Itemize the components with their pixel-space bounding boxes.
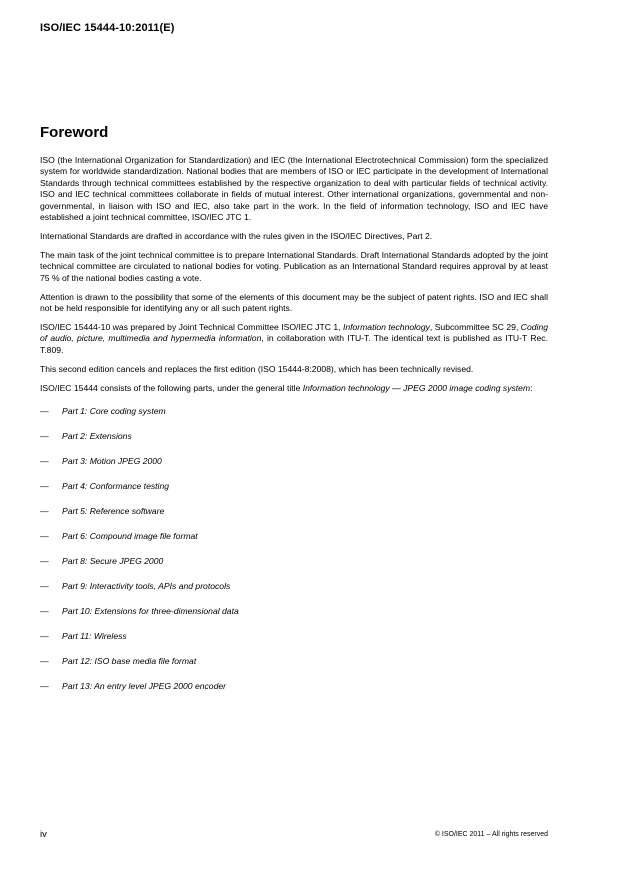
paragraph-main-task: The main task of the joint technical committee is to prepare International Standards. Draft International Standards adopted by the joint technical committee are circulated to national bodies for voting. Publication as an International Standard requires approval by at least 75 % of the national bodies casting a vote. [40,249,548,283]
part-label: Part 10: Extensions for three-dimensional data [62,605,239,616]
paragraph-directives: International Standards are drafted in accordance with the rules given in the ISO/IEC Directives, Part 2. [40,230,433,241]
paragraph-iso-iec-intro: ISO (the International Organization for Standardization) and IEC (the International Electrotechnical Commission) form the specialized system for worldwide standardization. National bodies that are members of ISO or IEC participate in the development of International Standards through technical committees established by the respective organization to deal with particular fields of technical activity. ISO and IEC technical committees collaborate in fields of mutual interest. Other international organizations, governmental and non-governmental, in liaison with ISO and IEC, also take part in the work. In the field of information technology, ISO and IEC have established a joint technical committee, ISO/IEC JTC 1. [40,155,548,223]
part-label: Part 9: Interactivity tools, APIs and protocols [62,580,231,591]
prepared-by-italic-b: Coding of audio, picture, multimedia and hypermedia information [40,321,548,344]
dash-bullet: — [40,680,49,691]
paragraph-edition: This second edition cancels and replaces the first edition (ISO 15444-8:2008), which has been technically revised. [40,363,474,374]
part-label: Part 3: Motion JPEG 2000 [62,455,162,466]
part-label: Part 5: Reference software [62,505,165,516]
list-item [40,581,548,592]
dash-bullet: — [40,505,49,516]
list-item [40,456,548,467]
part-label: Part 2: Extensions [62,430,132,441]
paragraph-parts-intro [40,383,548,394]
parts-intro-italic: Information technology — JPEG 2000 image coding system [302,382,531,393]
paragraph-patent-rights: Attention is drawn to the possibility that some of the elements of this document may be the subject of patent rights. ISO and IEC shall not be held responsible for identifying any or all such patent rights. [40,291,548,313]
copyright-notice: © ISO/IEC 2011 – All rights reserved [434,831,548,838]
dash-bullet: — [40,455,49,466]
part-label: Part 4: Conformance testing [62,480,169,491]
parts-intro-text-a: ISO/IEC 15444 consists of the following parts, under the general title [40,382,303,393]
prepared-by-italic-a: Information technology [342,321,430,332]
dash-bullet: — [40,580,49,591]
list-item [40,631,548,642]
part-label: Part 11: Wireless [62,630,127,641]
prepared-by-text-c: , in collaboration with ITU-T. The identical text is published as ITU-T Rec. T.809. [40,333,548,355]
part-label: Part 1: Core coding system [62,405,166,416]
dash-bullet: — [40,480,49,491]
parts-intro-text-b: : [530,382,533,393]
dash-bullet: — [40,430,49,441]
part-label: Part 6: Compound image file format [62,530,198,541]
parts-list [40,406,548,692]
document-id: ISO/IEC 15444-10:2011(E) [40,22,175,34]
dash-bullet: — [40,655,49,666]
list-item [40,481,548,492]
dash-bullet: — [40,630,49,641]
page-number: iv [40,829,47,840]
part-label: Part 8: Secure JPEG 2000 [62,555,164,566]
dash-bullet: — [40,530,49,541]
prepared-by-text-b: , Subcommittee SC 29, [429,321,521,332]
prepared-by-text-a: ISO/IEC 15444-10 was prepared by Joint Technical Committee ISO/IEC JTC 1, [40,321,343,332]
part-label: Part 13: An entry level JPEG 2000 encoder [62,680,227,691]
list-item [40,656,548,667]
list-item [40,681,548,692]
list-item [40,431,548,442]
part-label: Part 12: ISO base media file format [62,655,197,666]
dash-bullet: — [40,405,49,416]
list-item [40,406,548,417]
foreword-title: Foreword [40,124,109,141]
list-item [40,531,548,542]
list-item [40,506,548,517]
foreword-body [40,155,548,706]
list-item [40,556,548,567]
list-item [40,606,548,617]
paragraph-prepared-by [40,322,548,356]
dash-bullet: — [40,605,49,616]
dash-bullet: — [40,555,49,566]
